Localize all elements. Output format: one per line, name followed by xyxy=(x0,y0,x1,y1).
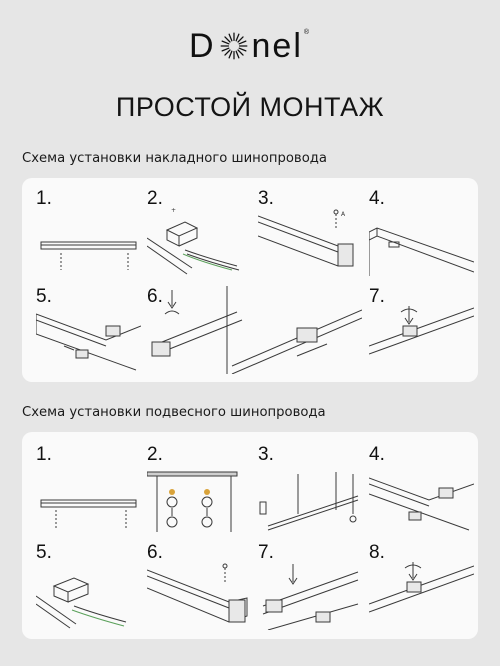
pendant-step-4 xyxy=(369,444,474,532)
step-number: 6. xyxy=(147,542,163,563)
step-number: 8. xyxy=(369,542,385,563)
pendant-track-panel xyxy=(22,432,478,639)
step-number: 3. xyxy=(258,188,274,209)
step-number: 7. xyxy=(258,542,274,563)
pendant-step-5 xyxy=(36,542,141,630)
surface-step-7 xyxy=(369,286,474,374)
pendant-step-7 xyxy=(258,542,363,630)
pendant-step-6 xyxy=(147,542,252,630)
illustration-suspension-cables xyxy=(258,444,363,532)
page-title: ПРОСТОЙ МОНТАЖ xyxy=(115,92,385,122)
step-number: 6. xyxy=(147,286,163,307)
brand-logo xyxy=(0,26,500,66)
pendant-step-8 xyxy=(369,542,474,630)
step-number: 1. xyxy=(36,188,52,209)
step-number: 7. xyxy=(369,286,385,307)
illustration-ceiling-mounts xyxy=(147,444,252,532)
step-number: 3. xyxy=(258,444,274,465)
surface-step-2 xyxy=(147,188,252,276)
illustration-track xyxy=(36,444,141,532)
surface-step-5 xyxy=(36,286,141,374)
sun-burst-icon xyxy=(218,30,250,62)
surface-track-panel xyxy=(22,178,478,382)
logo-letter-d: D xyxy=(188,26,216,65)
step-number: 4. xyxy=(369,188,385,209)
registered-mark: ® xyxy=(303,28,312,36)
step-number: 2. xyxy=(147,444,163,465)
illustration-fixing xyxy=(369,286,474,374)
section-title-surface-track: Схема установки накладного шинопровода xyxy=(22,151,327,166)
illustration-track-profile xyxy=(369,188,474,276)
step-number: 5. xyxy=(36,542,52,563)
illustration-power-connection xyxy=(147,188,252,276)
surface-step-4 xyxy=(369,188,474,276)
svg-text:+: + xyxy=(171,207,177,214)
illustration-end-cap xyxy=(147,542,252,630)
surface-step-6 xyxy=(147,286,362,374)
illustration-fixing xyxy=(369,542,474,630)
svg-text:A: A xyxy=(341,211,346,218)
surface-step-1 xyxy=(36,188,141,276)
illustration-power-connection xyxy=(36,542,141,630)
pendant-step-2 xyxy=(147,444,252,532)
illustration-track-on-wall xyxy=(36,188,141,276)
step-number: 1. xyxy=(36,444,52,465)
pendant-step-3 xyxy=(258,444,363,532)
illustration-end-cap xyxy=(258,188,363,276)
illustration-connector xyxy=(369,444,474,532)
illustration-join-tracks xyxy=(258,542,363,630)
step-number: 5. xyxy=(36,286,52,307)
step-number: 2. xyxy=(147,188,163,209)
step-number: 4. xyxy=(369,444,385,465)
pendant-step-1 xyxy=(36,444,141,532)
section-title-pendant-track: Схема установки подвесного шинопровода xyxy=(22,405,326,420)
logo-letters-nel: nel xyxy=(251,26,303,65)
illustration-join-tracks xyxy=(147,286,362,374)
surface-step-3 xyxy=(258,188,363,276)
illustration-connector xyxy=(36,286,141,374)
